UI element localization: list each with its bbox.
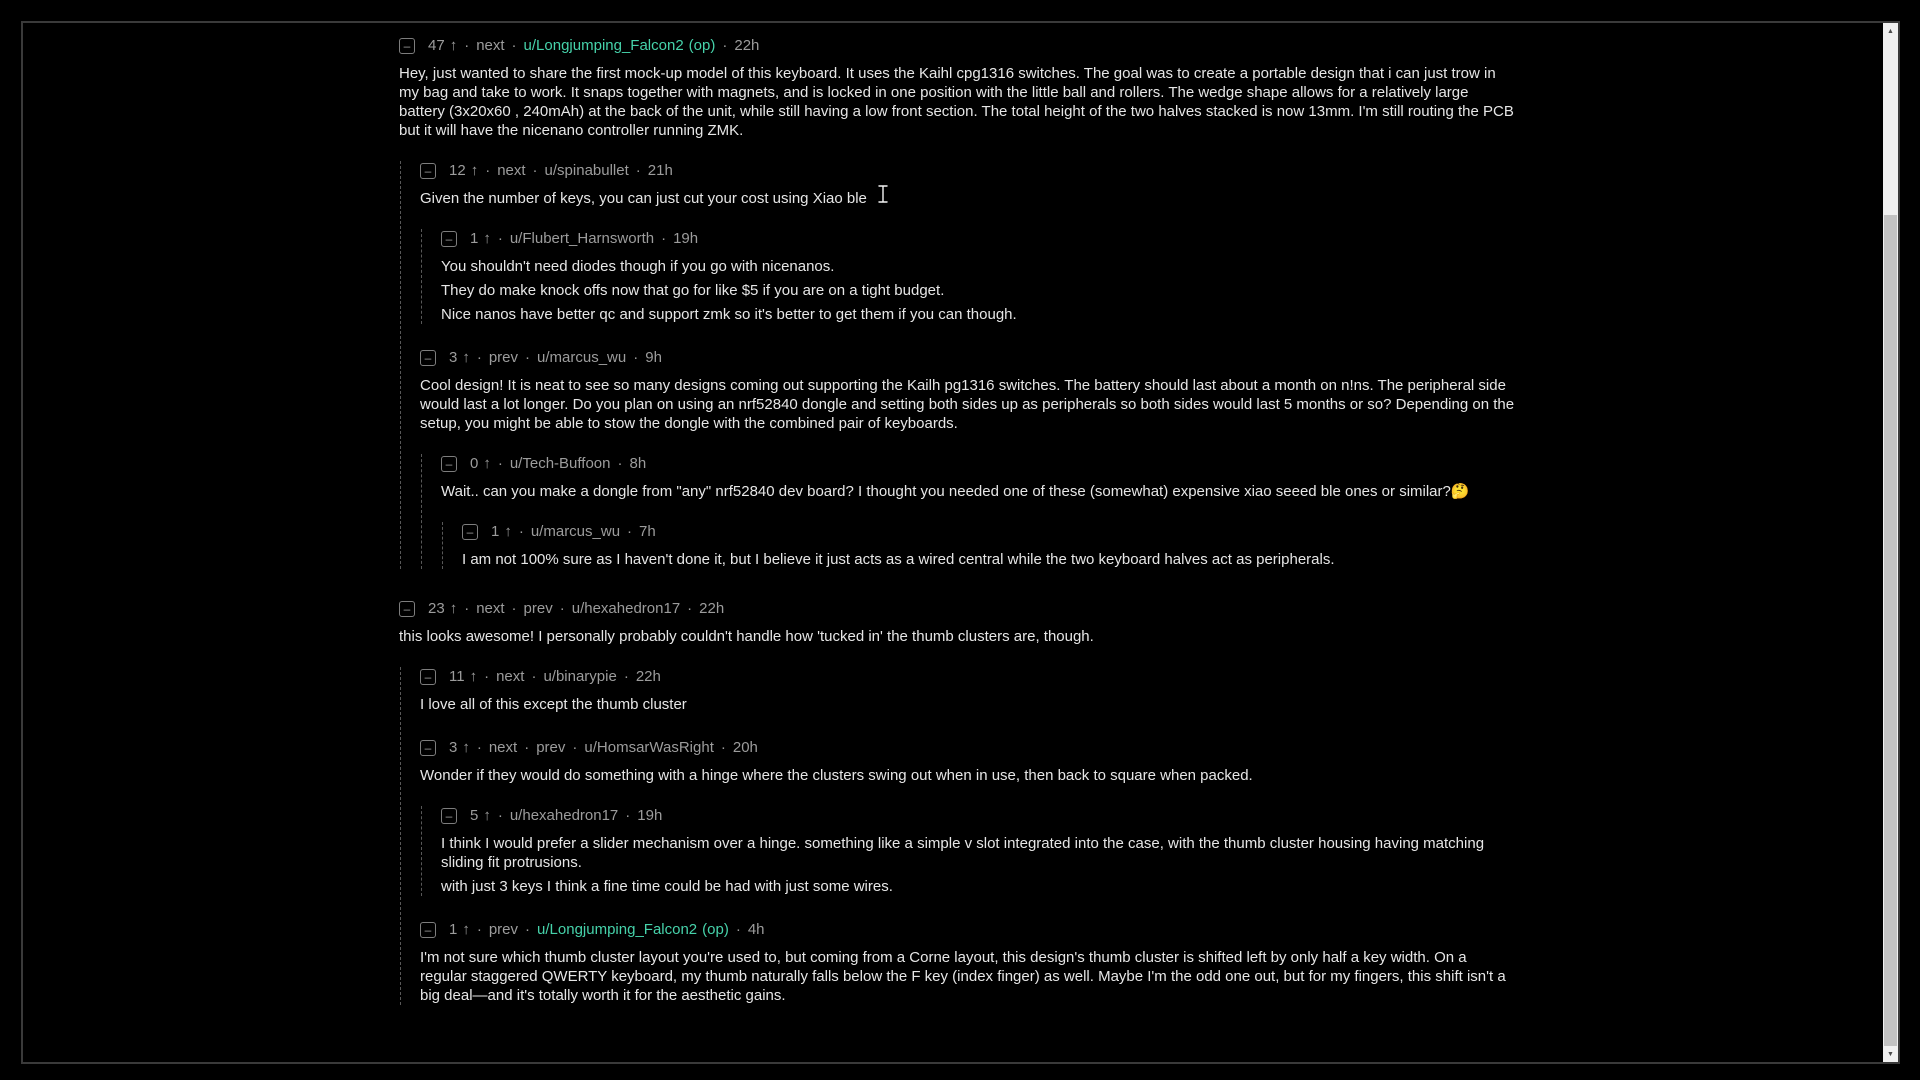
- separator-dot: ·: [633, 349, 639, 366]
- collapse-button[interactable]: –: [399, 601, 415, 617]
- down-arrow-icon: ▼: [1887, 1050, 1894, 1058]
- timestamp: 22h: [635, 668, 661, 685]
- comment-paragraph: with just 3 keys I think a fine time could be had with just some wires.: [441, 878, 893, 895]
- separator-dot: ·: [572, 739, 578, 756]
- comment-header: [441, 229, 1517, 248]
- username-text: u/Flubert_Harnsworth: [509, 230, 655, 247]
- comment-paragraph: They do make knock offs now that go for like $5 if you are on a tight budget.: [441, 282, 945, 299]
- comment-header: [399, 36, 1517, 55]
- comment-body: [399, 64, 1517, 140]
- username-link[interactable]: [537, 349, 626, 366]
- timestamp: 22h: [699, 600, 725, 617]
- comment-body: [462, 550, 1517, 569]
- comment-paragraph: Nice nanos have better qc and support zmk so it's better to get them if you can though.: [441, 306, 1017, 323]
- prev-link[interactable]: prev: [488, 921, 519, 938]
- comment: [441, 454, 1517, 569]
- username-text: u/hexahedron17: [571, 600, 681, 617]
- separator-dot: ·: [525, 921, 531, 938]
- username-link[interactable]: [531, 523, 620, 540]
- next-link[interactable]: next: [496, 668, 525, 685]
- separator-dot: ·: [518, 523, 524, 540]
- separator-dot: ·: [623, 668, 629, 685]
- timestamp: 19h: [673, 230, 699, 247]
- separator-dot: ·: [476, 349, 482, 366]
- separator-dot: ·: [617, 455, 623, 472]
- username-link[interactable]: [545, 162, 629, 179]
- username-link[interactable]: [524, 37, 716, 54]
- prev-link[interactable]: prev: [523, 600, 553, 617]
- comment: [420, 920, 1517, 1005]
- username-text: u/HomsarWasRight: [584, 739, 714, 756]
- username-link[interactable]: [537, 921, 729, 938]
- separator-dot: ·: [497, 807, 503, 824]
- separator-dot: ·: [511, 600, 517, 617]
- separator-dot: ·: [735, 921, 741, 938]
- comment-children: [421, 229, 1517, 324]
- separator-dot: ·: [511, 37, 517, 54]
- comment-score: 12: [449, 162, 466, 179]
- comment-paragraph: I'm not sure which thumb cluster layout you're used to, but coming from a Corne layout, this design's thumb cluster is shifted left by only half a key width. On a regular staggered QWERTY keyboard, my thumb naturally falls below the F key (index finger) as well. Maybe I'm the odd one out, but for my fingers, this shift isn't a big deal—and it's totally worth it for the aesthetic gains.: [420, 949, 1506, 1004]
- comment-body: [420, 948, 1517, 1005]
- comment-header: [441, 806, 1517, 825]
- username-text: u/hexahedron17: [509, 807, 619, 824]
- collapse-button[interactable]: –: [420, 350, 436, 366]
- comment-body: [441, 834, 1517, 896]
- upvote-arrow-icon: ↑: [504, 523, 512, 540]
- collapse-button[interactable]: –: [420, 740, 436, 756]
- comment-score: 5: [470, 807, 479, 824]
- timestamp: 19h: [637, 807, 663, 824]
- separator-dot: ·: [559, 600, 565, 617]
- comment-header: [399, 599, 1517, 618]
- separator-dot: ·: [635, 162, 641, 179]
- separator-dot: ·: [464, 600, 470, 617]
- comment: [420, 348, 1517, 569]
- separator-dot: ·: [532, 162, 538, 179]
- comment: [441, 806, 1517, 896]
- separator-dot: ·: [627, 523, 633, 540]
- scrollbar[interactable]: [1883, 23, 1898, 1062]
- username-link[interactable]: [584, 739, 713, 756]
- comment-score: 11: [449, 668, 465, 685]
- upvote-arrow-icon: ↑: [469, 668, 478, 685]
- prev-link[interactable]: prev: [536, 739, 566, 756]
- collapse-button[interactable]: –: [462, 524, 478, 540]
- comment-children: [421, 806, 1517, 896]
- username-link[interactable]: [510, 807, 618, 824]
- comment-body: [420, 695, 1517, 714]
- username-text: u/Tech-Buffoon: [509, 455, 611, 472]
- collapse-button[interactable]: –: [399, 38, 415, 54]
- comment-paragraph: I think I would prefer a slider mechanism over a hinge. something like a simple v slot integrated into the case, with the thumb cluster housing having matching sliding fit protrusions.: [441, 835, 1485, 871]
- comment: [420, 738, 1517, 896]
- upvote-arrow-icon: ↑: [483, 807, 491, 824]
- timestamp: 8h: [629, 455, 647, 472]
- comment-header: [420, 667, 1517, 686]
- comments-panel: [21, 21, 1900, 1064]
- comment-score: 1: [470, 230, 479, 247]
- separator-dot: ·: [484, 668, 490, 685]
- comment-score: 47: [428, 37, 445, 54]
- comment: [441, 229, 1517, 324]
- next-link[interactable]: next: [497, 162, 526, 179]
- separator-dot: ·: [464, 37, 470, 54]
- comment-paragraph: I am not 100% sure as I haven't done it, but I believe it just acts as a wired central while the two keyboard halves act as peripherals.: [462, 551, 1335, 568]
- comment-children: [421, 454, 1517, 569]
- timestamp: 22h: [734, 37, 760, 54]
- collapse-button[interactable]: –: [441, 808, 457, 824]
- timestamp: 20h: [732, 739, 758, 756]
- upvote-arrow-icon: ↑: [483, 230, 491, 247]
- comment-header: [420, 161, 1517, 180]
- comment-score: 3: [449, 349, 458, 366]
- comment-children: [442, 522, 1517, 569]
- username-text: u/binarypie: [543, 668, 617, 685]
- upvote-arrow-icon: ↑: [462, 349, 470, 366]
- scroll-up-button[interactable]: [1883, 23, 1898, 39]
- comment-header: [420, 348, 1517, 367]
- comment-paragraph: You shouldn't need diodes though if you go with nicenanos.: [441, 258, 835, 275]
- username-link[interactable]: [543, 668, 616, 685]
- op-badge: (op): [702, 921, 729, 938]
- timestamp: 21h: [647, 162, 673, 179]
- comment-score: 0: [470, 455, 479, 472]
- timestamp: 9h: [645, 349, 662, 366]
- upvote-arrow-icon: ↑: [462, 921, 470, 938]
- username-text: u/Longjumping_Falcon2: [537, 921, 698, 938]
- separator-dot: ·: [687, 600, 693, 617]
- separator-dot: ·: [476, 921, 482, 938]
- separator-dot: ·: [661, 230, 667, 247]
- comment-header: [420, 738, 1517, 757]
- comment-paragraph: Given the number of keys, you can just cut your cost using Xiao ble: [420, 190, 867, 207]
- comment-header: [441, 454, 1517, 473]
- up-arrow-icon: ▲: [1887, 27, 1894, 35]
- collapse-button[interactable]: –: [420, 922, 436, 938]
- next-link[interactable]: next: [488, 739, 518, 756]
- comment-paragraph: I love all of this except the thumb cluster: [420, 696, 687, 713]
- next-link[interactable]: next: [476, 600, 505, 617]
- comment: [462, 522, 1517, 569]
- collapse-button[interactable]: –: [420, 163, 436, 179]
- upvote-arrow-icon: ↑: [462, 739, 470, 756]
- separator-dot: ·: [524, 739, 530, 756]
- upvote-arrow-icon: ↑: [483, 455, 491, 472]
- comment: [420, 667, 1517, 714]
- upvote-arrow-icon: ↑: [449, 600, 458, 617]
- separator-dot: ·: [497, 455, 503, 472]
- comment-score: 3: [449, 739, 458, 756]
- scroll-down-button[interactable]: [1883, 1046, 1898, 1062]
- comment-body: [420, 376, 1517, 433]
- username-text: u/marcus_wu: [537, 349, 627, 366]
- comment-score: 1: [491, 523, 500, 540]
- comment: [399, 36, 1517, 569]
- comment: [420, 161, 1517, 324]
- username-text: u/marcus_wu: [530, 523, 621, 540]
- comment-score: 23: [428, 600, 445, 617]
- username-text: u/Longjumping_Falcon2: [523, 37, 684, 54]
- comment-thread: [399, 36, 1517, 1035]
- comment-paragraph: Hey, just wanted to share the first mock-up model of this keyboard. It uses the Kaihl cpg1316 switches. The goal was to create a portable design that i can just trow in my bag and take to work. It snaps together with magnets, and is locked in one position with the little ball and rollers. The wedge shape allows for a relatively large battery (3x20x60 , 240mAh) at the back of the unit, while still having a low front section. The total height of the two halves stacked is now 13mm. I'm still routing the PCB but it will have the nicenano controller running ZMK.: [399, 65, 1514, 139]
- username-link[interactable]: [510, 455, 611, 472]
- comment-header: [462, 522, 1517, 541]
- separator-dot: ·: [497, 230, 503, 247]
- timestamp: 7h: [639, 523, 656, 540]
- comment-body: [399, 627, 1517, 646]
- comment-paragraph: Wait.. can you make a dongle from "any" nrf52840 dev board? I thought you needed one of these (somewhat) expensive xiao seeed ble ones or similar?🤔: [441, 483, 1470, 500]
- collapse-button[interactable]: –: [441, 456, 457, 472]
- username-link[interactable]: [510, 230, 654, 247]
- next-link[interactable]: next: [476, 37, 505, 54]
- separator-dot: ·: [625, 807, 631, 824]
- comment-body: [420, 766, 1517, 785]
- scrollbar-thumb[interactable]: [1884, 215, 1897, 1046]
- comment-header: [420, 920, 1517, 939]
- timestamp: 4h: [747, 921, 765, 938]
- comment: [399, 599, 1517, 1005]
- username-link[interactable]: [572, 600, 680, 617]
- separator-dot: ·: [525, 349, 531, 366]
- comment-body: [441, 482, 1517, 501]
- comment-paragraph: Wonder if they would do something with a hinge where the clusters swing out when in use, then back to square when packed.: [420, 767, 1253, 784]
- comment-paragraph: Cool design! It is neat to see so many designs coming out supporting the Kailh pg1316 switches. The battery should last about a month on n!ns. The peripheral side would last a lot longer. Do you plan on using an nrf52840 dongle and setting both sides up as peripherals so both sides would last 5 months or so? Depending on the setup, you might be able to stow the dongle with the combined pair of keyboards.: [420, 377, 1515, 432]
- comment-body: [420, 189, 1517, 208]
- op-badge: (op): [688, 37, 716, 54]
- upvote-arrow-icon: ↑: [449, 37, 458, 54]
- prev-link[interactable]: prev: [488, 349, 519, 366]
- upvote-arrow-icon: ↑: [470, 162, 479, 179]
- collapse-button[interactable]: –: [420, 669, 436, 685]
- separator-dot: ·: [485, 162, 491, 179]
- comment-children: [400, 161, 1517, 569]
- comment-children: [400, 667, 1517, 1005]
- separator-dot: ·: [531, 668, 537, 685]
- separator-dot: ·: [722, 37, 728, 54]
- separator-dot: ·: [720, 739, 726, 756]
- separator-dot: ·: [476, 739, 482, 756]
- comment-paragraph: this looks awesome! I personally probably couldn't handle how 'tucked in' the thumb clusters are, though.: [399, 628, 1094, 645]
- username-text: u/spinabullet: [544, 162, 629, 179]
- collapse-button[interactable]: –: [441, 231, 457, 247]
- comment-score: 1: [449, 921, 458, 938]
- comment-body: [441, 257, 1517, 324]
